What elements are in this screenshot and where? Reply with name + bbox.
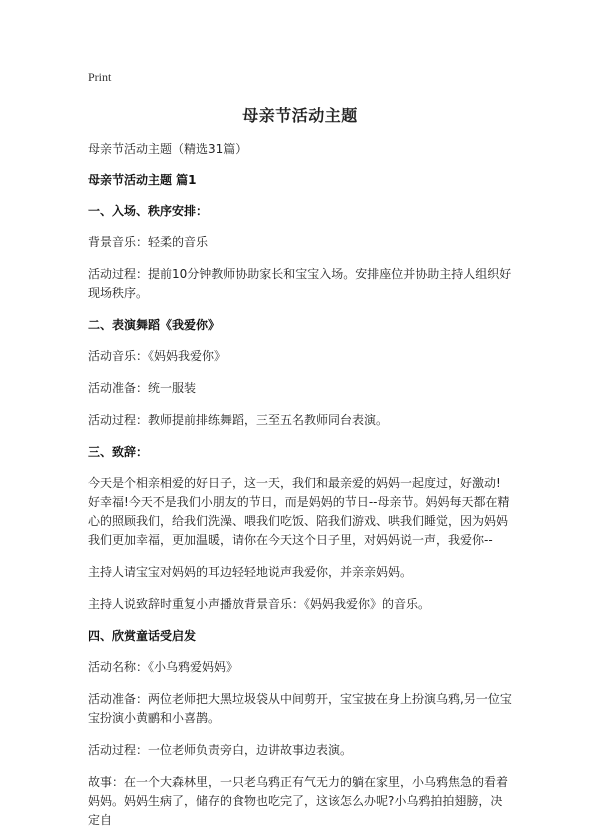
paragraph-dance-music: 活动音乐：《妈妈我爱你》 bbox=[88, 349, 227, 363]
paragraph-host-music: 主持人说致辞时重复小声播放背景音乐：《妈妈我爱你》的音乐。 bbox=[88, 597, 431, 611]
paragraph-dance-preparation: 活动准备：统一服装 bbox=[88, 381, 197, 395]
print-label: Print bbox=[88, 70, 112, 84]
paragraph-entrance-process: 活动过程：提前10分钟教师协助家长和宝宝入场。安排座位并协助主持人组织好现场秩序。 bbox=[88, 267, 512, 300]
paragraph-activity-preparation: 活动准备：两位老师把大黑垃圾袋从中间剪开，宝宝披在身上扮演乌鸦,另一位宝宝扮演小黄鹂和小喜鹊。 bbox=[88, 692, 512, 725]
paragraph-speech: 今天是个相亲相爱的好日子，这一天，我们和最亲爱的妈妈一起度过，好激动!好幸福!今天不是我们小朋友的节日，而是妈妈的节日--母亲节。妈妈每天都在精心的照顾我们，给我们洗澡、喂我们吃饭、陪我们游戏、哄我们睡觉，因为妈妈我们更加幸福，更加温暖，请你在今天这个日子里，对妈妈说一声，我爱你-- bbox=[88, 476, 510, 547]
heading-fairy-tale: 四、欣赏童话受启发 bbox=[88, 629, 197, 643]
paragraph-dance-process: 活动过程：教师提前排练舞蹈，三至五名教师同台表演。 bbox=[88, 413, 389, 427]
document-title: 母亲节活动主题 bbox=[242, 106, 358, 125]
document-subtitle: 母亲节活动主题（精选31篇） bbox=[88, 142, 248, 156]
paragraph-activity-process: 活动过程：一位老师负责旁白，边讲故事边表演。 bbox=[88, 743, 353, 757]
paragraph-story: 故事：在一个大森林里，一只老乌鸦正有气无力的躺在家里，小乌鸦焦急的看着妈妈。妈妈生病了，储存的食物也吃完了，这该怎么办呢?小乌鸦拍拍翅膀，决定自 bbox=[88, 775, 509, 827]
heading-entrance: 一、入场、秩序安排： bbox=[88, 204, 209, 218]
paragraph-host-request: 主持人请宝宝对妈妈的耳边轻轻地说声我爱你，并亲亲妈妈。 bbox=[88, 565, 413, 579]
paragraph-activity-name: 活动名称：《小乌鸦爱妈妈》 bbox=[88, 660, 239, 674]
heading-speech: 三、致辞： bbox=[88, 445, 149, 459]
heading-dance: 二、表演舞蹈《我爱你》 bbox=[88, 318, 221, 332]
section-title: 母亲节活动主题 篇1 bbox=[88, 173, 197, 187]
paragraph-background-music: 背景音乐：轻柔的音乐 bbox=[88, 235, 209, 249]
